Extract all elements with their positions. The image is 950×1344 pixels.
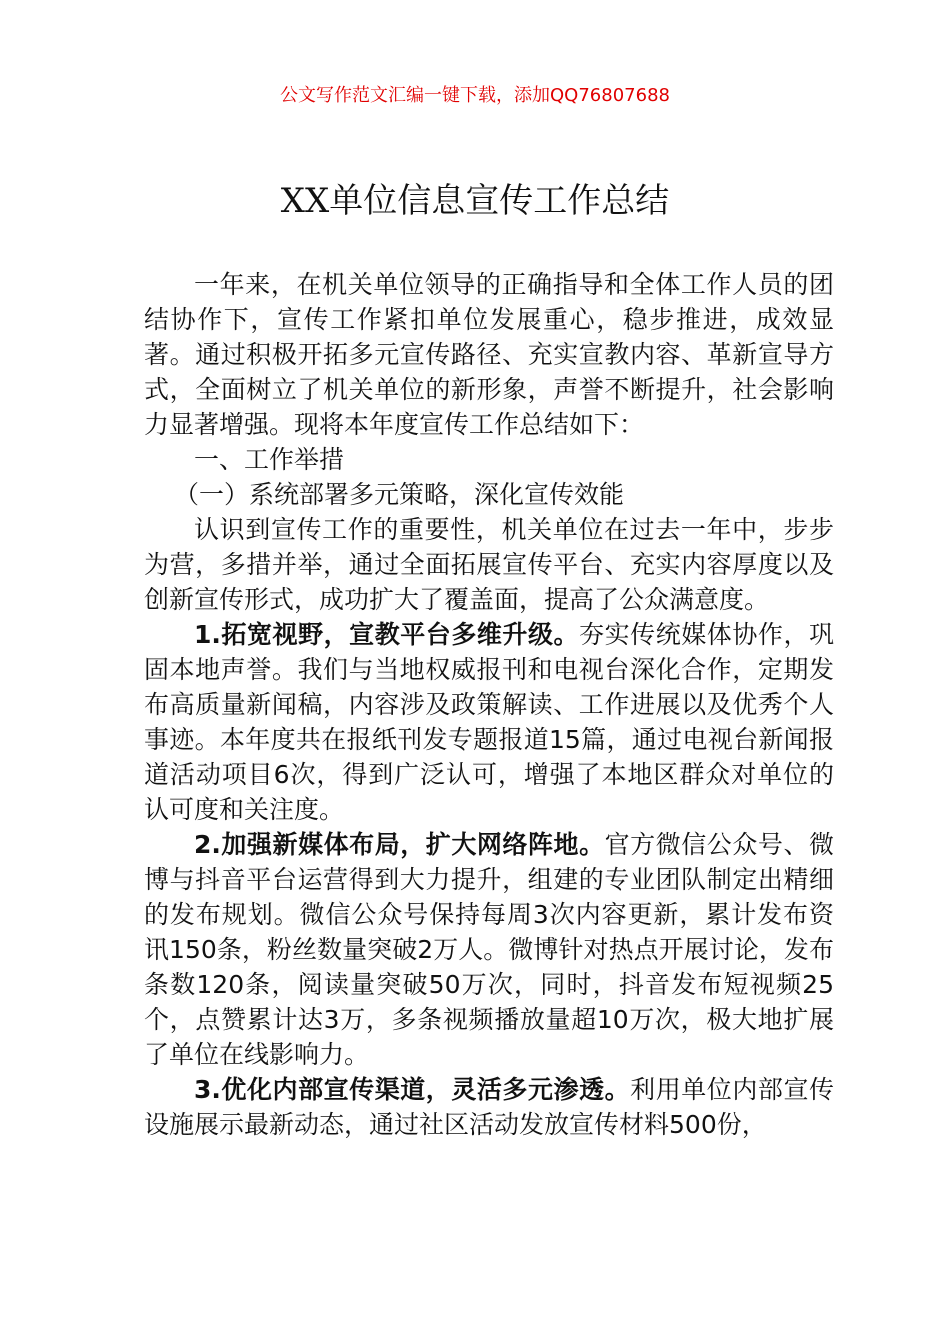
item-paragraph-2 [144, 827, 834, 1072]
item-body-3: 利用单位内部宣传设施展示最新动态，通过社区活动发放宣传材料500份， [144, 1075, 834, 1139]
item-body-1: 夯实传统媒体协作，巩固本地声誉。我们与当地权威报刊和电视台深化合作，定期发布高质量新闻稿，内容涉及政策解读、工作进展以及优秀个人事迹。本年度共在报纸刊发专题报道15篇，通过电视台新闻报道活动项目6次，得到广泛认可，增强了本地区群众对单位的认可度和关注度。 [144, 620, 834, 824]
item-body-2: 官方微信公众号、微博与抖音平台运营得到大力提升，组建的专业团队制定出精细的发布规划。微信公众号保持每周3次内容更新，累计发布资讯150条，粉丝数量突破2万人。微博针对热点开展讨论，发布条数120条，阅读量突破50万次，同时，抖音发布短视频25个，点赞累计达3万，多条视频播放量超10万次，极大地扩展了单位在线影响力。 [144, 830, 834, 1069]
item-lead-1: 1.拓宽视野，宣教平台多维升级。 [194, 620, 580, 649]
intro-paragraph: 一年来，在机关单位领导的正确指导和全体工作人员的团结协作下，宣传工作紧扣单位发展重心，稳步推进，成效显著。通过积极开拓多元宣传路径、充实宣教内容、革新宣导方式，全面树立了机关单位的新形象，声誉不断提升，社会影响力显著增强。现将本年度宣传工作总结如下： [144, 270, 834, 439]
document-body [144, 267, 834, 1142]
item-lead-2: 2.加强新媒体布局，扩大网络阵地。 [194, 830, 605, 859]
document-title: XX单位信息宣传工作总结 [280, 181, 670, 221]
subsection-paragraph: 认识到宣传工作的重要性，机关单位在过去一年中，步步为营，多措并举，通过全面拓展宣传平台、充实内容厚度以及创新宣传形式，成功扩大了覆盖面，提高了公众满意度。 [144, 515, 834, 614]
item-lead-3: 3.优化内部宣传渠道，灵活多元渗透。 [194, 1075, 631, 1104]
download-banner: 公文写作范文汇编一键下载，添加QQ76807688 [280, 85, 670, 106]
section-heading: 一、工作举措 [194, 445, 345, 474]
item-paragraph-1 [144, 617, 834, 827]
item-paragraph-3 [144, 1072, 834, 1142]
subsection-heading: （一）系统部署多元策略，深化宣传效能 [174, 480, 625, 509]
